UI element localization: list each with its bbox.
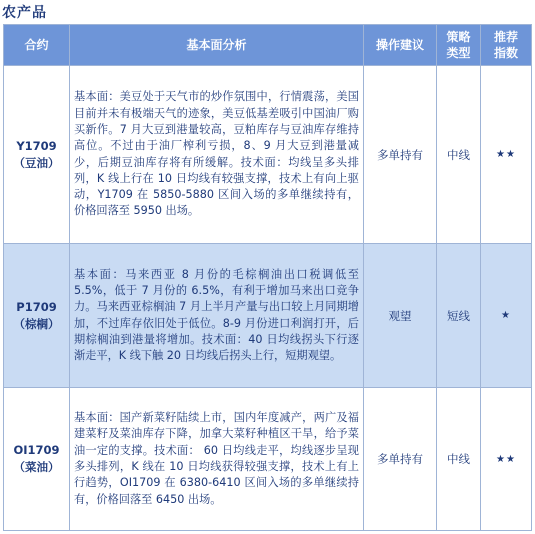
strategy-cell: 短线 <box>437 244 481 388</box>
header-contract: 合约 <box>4 25 70 66</box>
rating-stars: ★ <box>481 244 532 388</box>
header-rating: 推荐 指数 <box>481 25 532 66</box>
contract-cell <box>4 388 70 531</box>
header-analysis: 基本面分析 <box>70 25 364 66</box>
table-row <box>4 66 532 244</box>
contract-cell <box>4 66 70 244</box>
section-title: 农产品 <box>2 5 47 21</box>
table-row <box>4 244 532 388</box>
contract-code: Y1709 <box>16 138 57 153</box>
rating-stars: ★★ <box>481 66 532 244</box>
contract-name: （菜油） <box>13 460 60 474</box>
rating-stars: ★★ <box>481 388 532 531</box>
recommendation-table <box>3 24 532 531</box>
suggestion-cell: 观望 <box>364 244 437 388</box>
contract-code: OI1709 <box>13 443 60 457</box>
header-suggestion: 操作建议 <box>364 25 437 66</box>
table-row <box>4 388 532 531</box>
contract-code: P1709 <box>16 299 57 314</box>
table-header-row <box>4 25 532 66</box>
strategy-cell: 中线 <box>437 66 481 244</box>
suggestion-cell: 多单持有 <box>364 66 437 244</box>
header-strategy: 策略 类型 <box>437 25 481 66</box>
analysis-cell: 基本面：马来西亚 8 月份的毛棕榈油出口税调低至 5.5%，低于 7 月份的 6.5%，有利于增加马来出口竞争力。马来西亚棕榈油 7 月上半月产量与出口较上月同期增加，不过库存依旧处于低位。8-9 月份进口利润打开，后期棕榈油到港量将增加。技术面：40 日均线拐头下行逐渐走平，K 线下触 20 日均线后拐头上行，短期观望。 <box>70 244 364 388</box>
suggestion-cell: 多单持有 <box>364 388 437 531</box>
analysis-cell: 基本面：国产新菜籽陆续上市，国内年度减产，两广及福建菜籽及菜油库存下降，加拿大菜籽种植区干旱，给予菜油一定的支撑。技术面： 60 日均线走平，均线逐步呈现多头排列，K 线在 10 日均线获得较强支撑，技术上有上行趋势，OI1709 在 6380-6410 区间入场的多单继续持有，价格回落至 6450 出场。 <box>70 388 364 531</box>
strategy-cell: 中线 <box>437 388 481 531</box>
analysis-cell: 基本面：美豆处于天气市的炒作氛围中，行情震荡，美国目前并未有极端天气的迹象，美豆低基差吸引中国油厂购买新作。7 月大豆到港量较高，豆粕库存与豆油库存维持高位。不过由于油厂榨利亏损，8、9 月大豆到港量减少，后期豆油库存将有所缓解。技术面：均线呈多头排列，K 线上行在 10 日均线有较强支撑，技术上有向上驱动，Y1709 在 5850-5880 区间入场的多单继续持有，价格回落至 5950 出场。 <box>70 66 364 244</box>
contract-name: （豆油） <box>13 155 60 170</box>
contract-name: （棕榈） <box>13 316 60 331</box>
contract-cell <box>4 244 70 388</box>
